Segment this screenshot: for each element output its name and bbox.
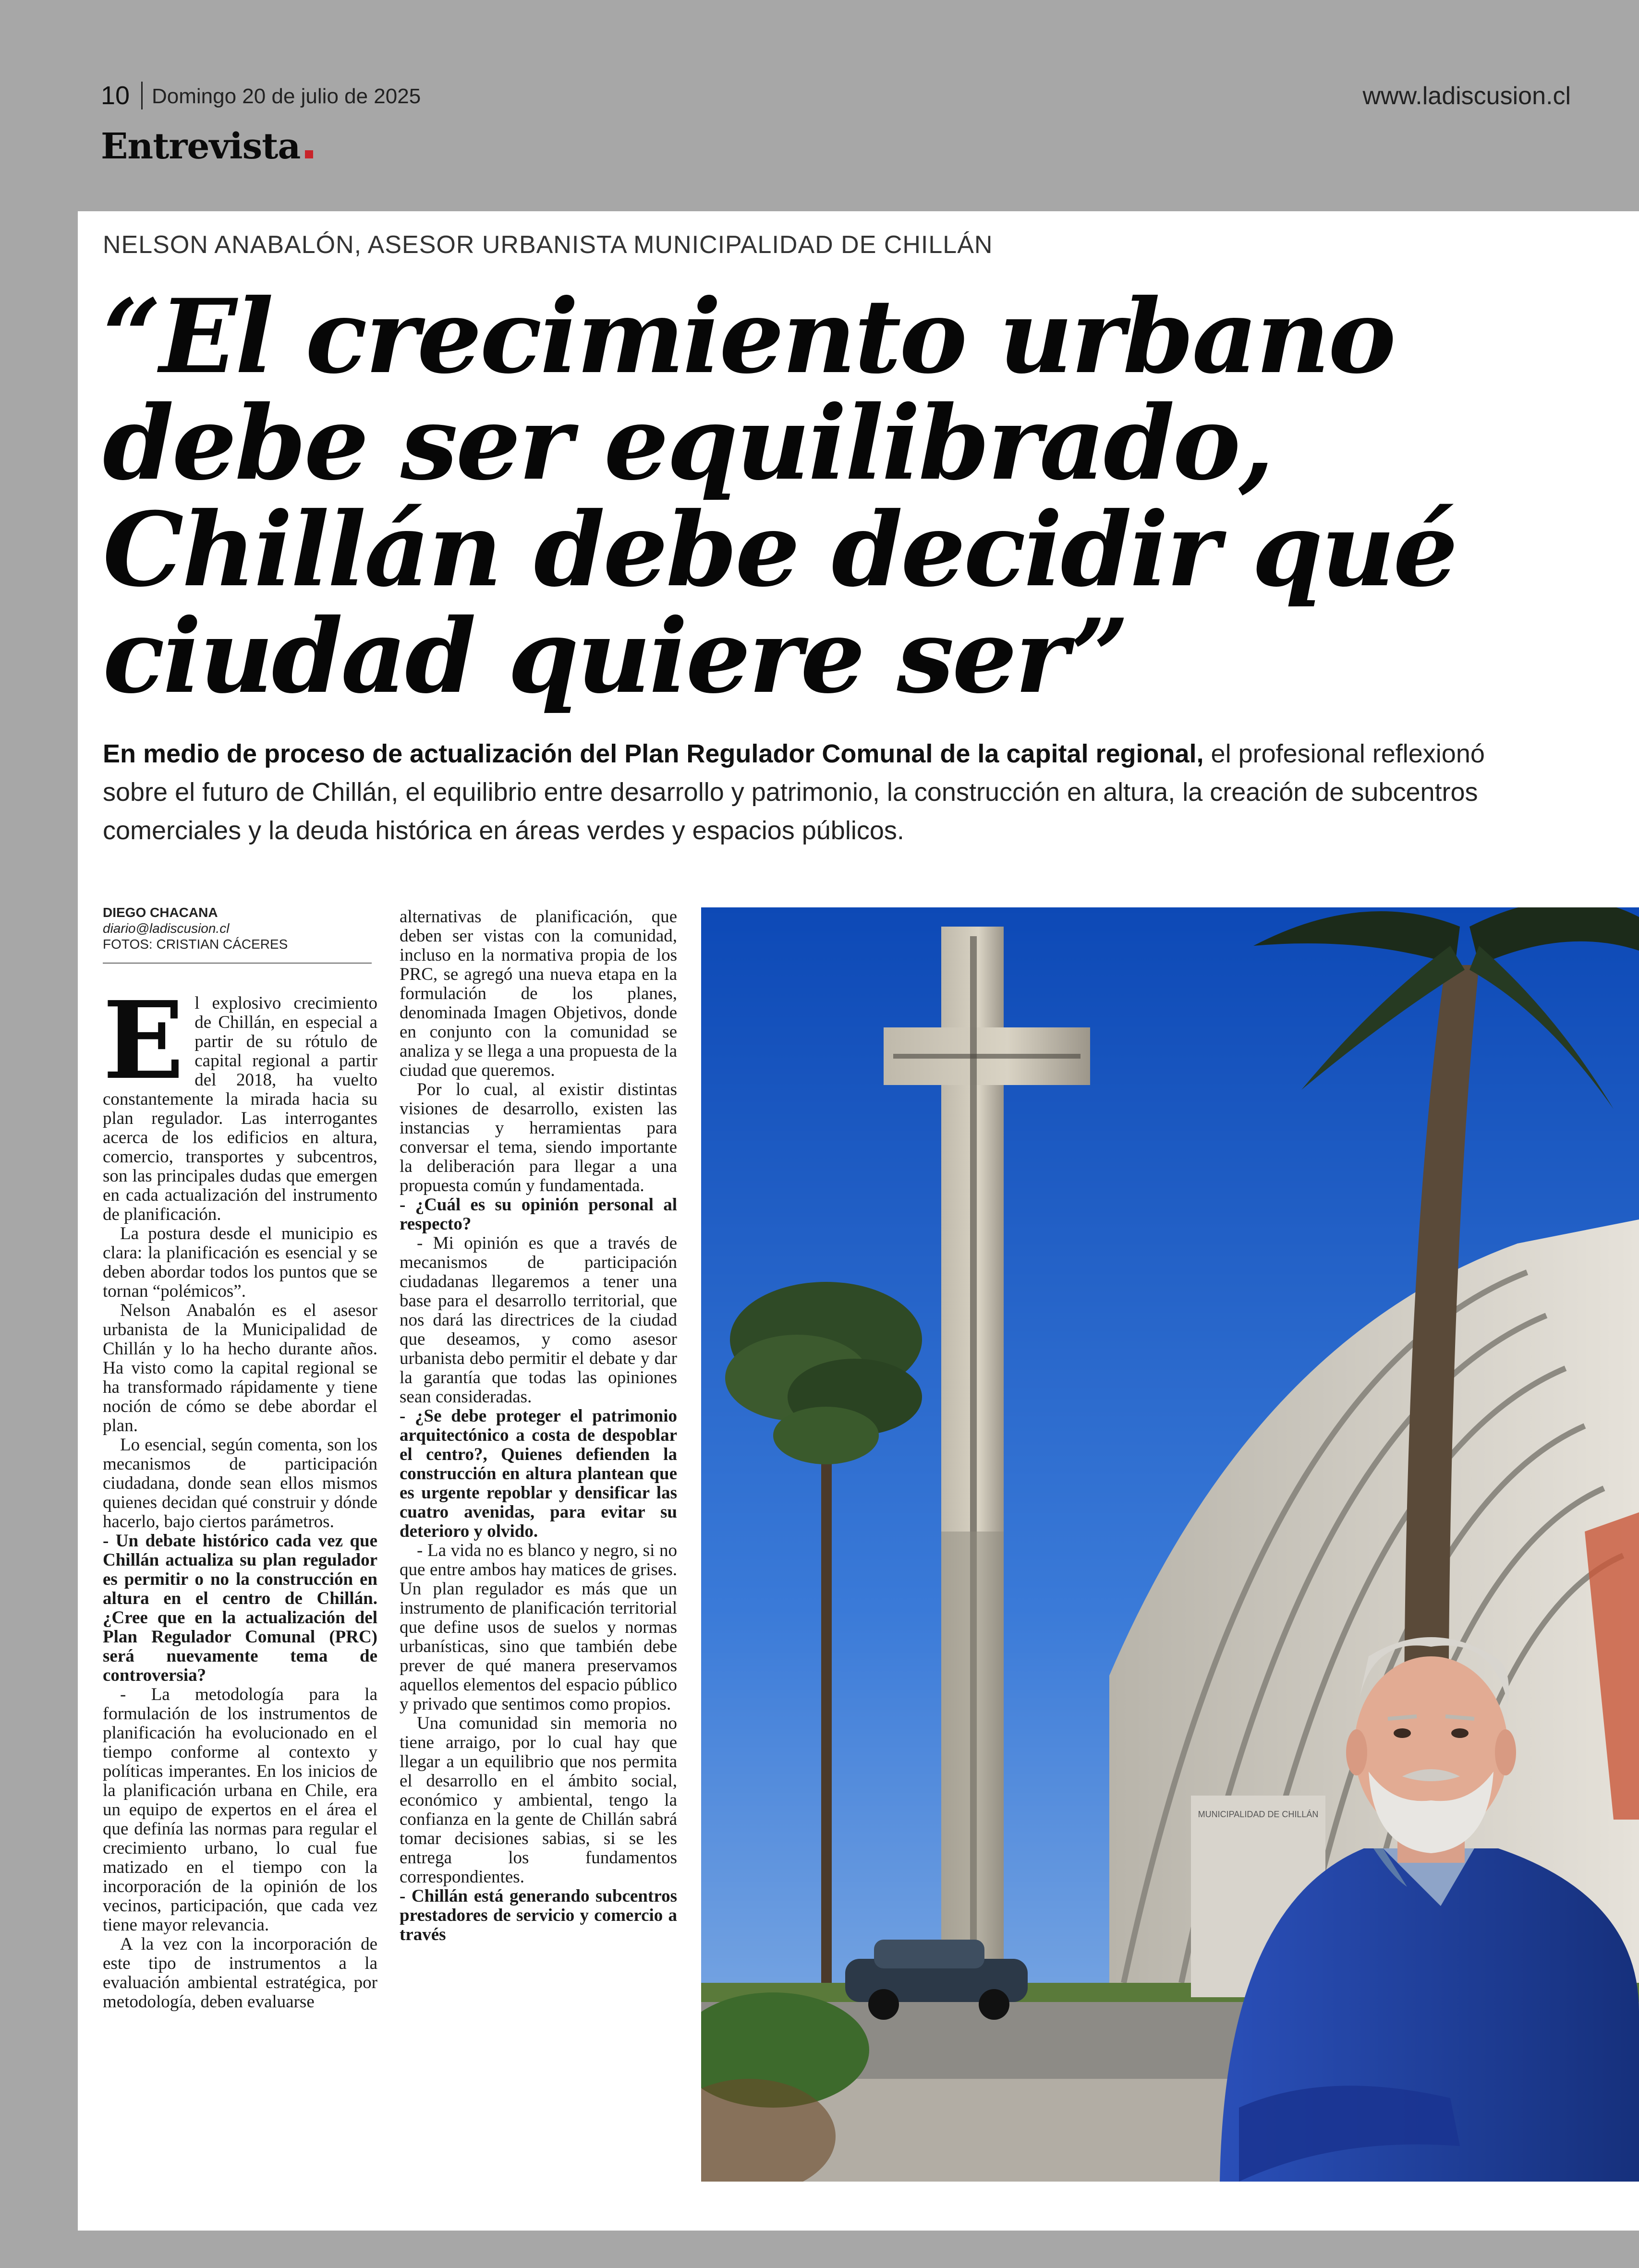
body-paragraph: Lo esencial, según comenta, son los mecanismos de participación ciudadana, donde sean ellos mismos quienes decidan qué construir y dónde hacerlo, bajo ciertos parámetros. xyxy=(103,1435,377,1532)
article-headline: “El crecimiento urbano debe ser equilibrado, Chillán debe decidir qué ciudad quiere ser” xyxy=(103,277,1457,716)
section-label xyxy=(101,126,313,167)
website-link[interactable]: www.ladiscusion.cl xyxy=(1362,82,1571,110)
body-paragraph: - La vida no es blanco y negro, si no que entre ambos hay matices de grises. Un plan regulador es más que un instrumento de planificación territorial que define usos de suelos y normas urbanísticas, sino que también debe prever de qué manera preservamos aquellos elementos del espacio público y privado que sentimos como propios. xyxy=(400,1541,677,1714)
article-sheet xyxy=(78,211,1639,2231)
question-paragraph: - ¿Se debe proteger el patrimonio arquitectónico a costa de despoblar el centro?, Quienes defienden la construcción en altura plantean que es urgente repoblar y densificar las cuatro avenidas, para evitar su deterioro y olvido. xyxy=(400,1406,677,1541)
body-paragraph: Por lo cual, al existir distintas visiones de desarrollo, existen las instancias y herramientas para conversar el tema, siendo importante la deliberación para llegar a una propuesta común y fundamentada. xyxy=(400,1080,677,1195)
byline-email[interactable]: diario@ladiscusion.cl xyxy=(103,921,230,936)
body-paragraph: Una comunidad sin memoria no tiene arraigo, por lo cual hay que llegar a un equilibrio que nos permita el desarrollo en el ámbito social, económico y ambiental, tengo la confianza en la gente de Chillán sabrá tomar decisiones sabias, si se les entrega los fundamentos correspondientes. xyxy=(400,1713,677,1887)
article-column-2 xyxy=(400,907,677,1944)
article-photo xyxy=(701,907,1639,2182)
question-paragraph: - ¿Cuál es su opinión personal al respecto? xyxy=(400,1195,677,1234)
section-dot-icon xyxy=(305,150,313,158)
body-paragraph: Nelson Anabalón es el asesor urbanista de la Municipalidad de Chillán y lo ha hecho durante años. Ha visto como la capital regional se ha transformado rápidamente y tiene noción de cómo se debe abordar el plan. xyxy=(103,1301,377,1436)
interview-photo-illustration xyxy=(701,907,1639,2182)
section-label-text: Entrevista xyxy=(101,126,301,167)
header-divider xyxy=(141,82,143,109)
body-paragraph: - Mi opinión es que a través de mecanismos de participación ciudadanas llegaremos a tener una base para el desarrollo territorial, que nos dará las directrices de la ciudad que deseamos, y como asesor urbanista debo permitir el debate y dar la garantía que todas las opiniones sean consideradas. xyxy=(400,1233,677,1407)
photo-credit: FOTOS: CRISTIAN CÁCERES xyxy=(103,937,288,952)
byline-block xyxy=(103,905,372,964)
page-header xyxy=(0,0,1639,211)
body-paragraph: A la vez con la incorporación de este tipo de instrumentos a la evaluación ambiental estratégica, por metodología, deben evaluarse xyxy=(103,1934,377,2012)
issue-date: Domingo 20 de julio de 2025 xyxy=(152,84,421,108)
byline-author: DIEGO CHACANA xyxy=(103,905,218,920)
article-lead xyxy=(103,735,1543,850)
sign-text: MUNICIPALIDAD DE CHILLÁN xyxy=(1198,1810,1319,1819)
question-paragraph: - Chillán está generando subcentros prestadores de servicio y comercio a través xyxy=(400,1886,677,1944)
body-paragraph: alternativas de planificación, que deben ser vistas con la comunidad, incluso en la normativa propia de los PRC, se agregó una nueva etapa en la formulación de los planes, denominada Imagen Objetivos, donde en conjunto con la comunidad se analiza y se llega a una propuesta de la ciudad que queremos. xyxy=(400,907,677,1080)
body-paragraph: l explosivo crecimiento de Chillán, en especial a partir de su rótulo de capital regional a partir del 2018, ha vuelto constantemente la mirada hacia su plan regulador. Las interrogantes acerca de los edificios en altura, comercio, transportes y subcentros, son las principales dudas que emergen en cada actualización del instrumento de planificación. xyxy=(103,993,377,1224)
article-kicker: NELSON ANABALÓN, ASESOR URBANISTA MUNICIPALIDAD DE CHILLÁN xyxy=(103,231,993,259)
article-column-1 xyxy=(103,978,377,2012)
question-paragraph: - Un debate histórico cada vez que Chillán actualiza su plan regulador es permitir o no la construcción en altura en el centro de Chillán. ¿Cree que en la actualización del Plan Regulador Comunal (PRC) será nuevamente tema de controversia? xyxy=(103,1531,377,1685)
lead-rest: el profesional reflexionó sobre el futuro de Chillán, el equilibrio entre desarrollo y patrimonio, la construcción en altura, la creación de subcentros comerciales y la deuda histórica en áreas verdes y espacios públicos. xyxy=(103,739,1485,845)
drop-cap: E xyxy=(103,978,184,1103)
body-paragraph: La postura desde el municipio es clara: la planificación es esencial y se deben abordar todos los puntos que se tornan “polémicos”. xyxy=(103,1224,377,1301)
body-paragraph: - La metodología para la formulación de los instrumentos de planificación ha evolucionado en el tiempo conforme al contexto y políticas imperantes. En los inicios de la planificación urbana en Chile, era un equipo de expertos en el área el que definía las normas para regular el crecimiento urbano, lo cual fue matizado en el tiempo con la incorporación de la opinión de los vecinos, participación, que cada vez tiene mayor relevancia. xyxy=(103,1685,377,1935)
lead-bold: En medio de proceso de actualización del Plan Regulador Comunal de la capital regional, xyxy=(103,739,1204,768)
page-number: 10 xyxy=(101,81,130,110)
